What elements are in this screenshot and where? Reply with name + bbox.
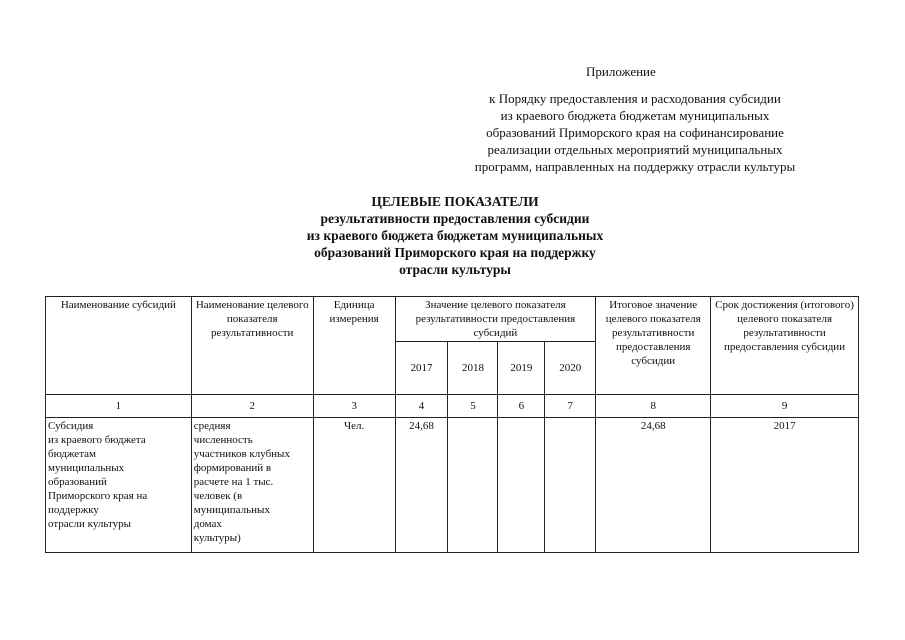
header-deadline: Срок достижения (итогового) целевого показателя результативности предоставления субсидии (711, 297, 859, 395)
column-number: 7 (545, 395, 596, 418)
cell-value-2017: 24,68 (395, 418, 448, 553)
header-year: 2017 (395, 342, 448, 395)
appendix-reference: к Порядку предоставления и расходования субсидии из краевого бюджета бюджетам муниципальных образований Приморского края на софинансирование реализации отдельных мероприятий муниципальных программ, направленных на поддержку отрасли культуры (474, 91, 796, 174)
cell-subsidy-name: Субсидия из краевого бюджета бюджетам муниципальных образований Приморского края на поддержку отрасли культуры (46, 418, 192, 553)
header-subsidy-name: Наименование субсидий (46, 297, 192, 395)
cell-deadline: 2017 (711, 418, 859, 553)
header-final-value: Итоговое значение целевого показателя результативности предоставления субсидии (596, 297, 711, 395)
header-indicator-name: Наименование целевого показателя результативности (191, 297, 313, 395)
cell-value-2020 (545, 418, 596, 553)
header-year: 2019 (498, 342, 545, 395)
table-row (46, 418, 859, 553)
header-value-group: Значение целевого показателя результативности предоставления субсидий (395, 297, 596, 342)
column-number: 1 (46, 395, 192, 418)
column-number: 2 (191, 395, 313, 418)
cell-unit: Чел. (313, 418, 395, 553)
column-number: 3 (313, 395, 395, 418)
column-number-row (46, 395, 859, 418)
cell-indicator-name: средняя численность участников клубных формирований в расчете на 1 тыс. человек (в муниципальных домах культуры) (191, 418, 313, 553)
document-title: ЦЕЛЕВЫЕ ПОКАЗАТЕЛИ результативности предоставления субсидии из краевого бюджета бюджетам муниципальных образований Приморского края на поддержку отрасли культуры (306, 194, 604, 277)
header-year: 2020 (545, 342, 596, 395)
appendix-title: Приложение (586, 64, 656, 79)
column-number: 6 (498, 395, 545, 418)
cell-final-value: 24,68 (596, 418, 711, 553)
column-number: 8 (596, 395, 711, 418)
indicators-table (45, 296, 859, 553)
column-number: 9 (711, 395, 859, 418)
header-row (46, 297, 859, 342)
column-number: 4 (395, 395, 448, 418)
header-unit: Единица измерения (313, 297, 395, 395)
cell-value-2018 (448, 418, 498, 553)
cell-value-2019 (498, 418, 545, 553)
column-number: 5 (448, 395, 498, 418)
header-year: 2018 (448, 342, 498, 395)
